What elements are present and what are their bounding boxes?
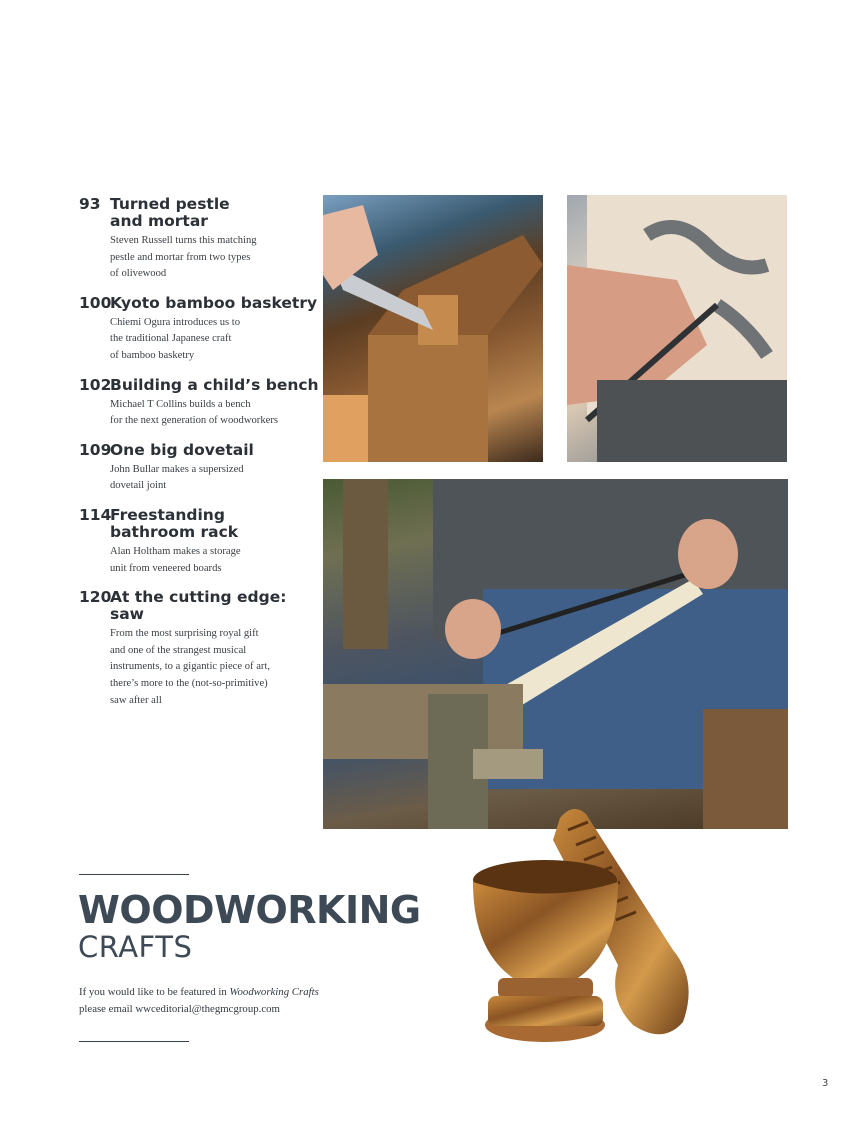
article-title: One big dovetail [110,440,254,459]
spokeshave-illustration [323,479,788,829]
article-description: Steven Russell turns this matching pestle and mortar from two types of olivewood [110,235,257,280]
contact-email[interactable]: please email wwceditorial@thegmcgroup.com [79,1003,280,1015]
contact-note [79,984,379,1018]
article-title: Freestanding bathroom rack [110,505,239,541]
page-ref: 114 [79,505,112,524]
page-ref: 100 [79,293,112,312]
page-ref: 109 [79,440,112,459]
toc-entry-120[interactable] [79,589,319,709]
toc-entry-93[interactable] [79,196,319,283]
brand-logo [78,889,421,963]
toc-entry-109[interactable] [79,442,319,495]
page-ref: 102 [79,375,112,394]
article-description: Chiemi Ogura introduces us to the traditional Japanese craft of bamboo basketry [110,316,241,361]
toc-entry-114[interactable] [79,507,319,577]
table-of-contents [79,196,319,721]
router-lettering-photo [567,195,787,462]
brand-word-woodworking: WOODWORKING [78,888,421,932]
divider-bottom [79,1041,189,1042]
page-ref: 120 [79,588,112,607]
article-description: Alan Holtham makes a storage unit from veneered boards [110,545,241,574]
article-description: Michael T Collins builds a bench for the next generation of woodworkers [110,398,278,427]
article-description: From the most surprising royal gift and one of the strangest musical instruments, to a gigantic piece of art, there’s more to the (not-so-primitive) saw after all [110,628,271,706]
pestle-mortar-image [468,800,768,1050]
page-number: 3 [822,1078,829,1089]
brand-word-crafts: CRAFTS [78,930,193,964]
toc-entry-100[interactable] [79,295,319,365]
chisel-dovetail-photo [323,195,543,462]
article-title: Building a child’s bench [110,375,319,394]
mortar [473,860,618,1042]
article-description: John Bullar makes a supersized dovetail joint [110,463,244,492]
contact-prefix: If you would like to be featured in [79,986,230,998]
magazine-title: Woodworking Crafts [229,986,319,998]
page-ref: 93 [79,195,101,213]
chisel-dovetail-illustration [323,195,543,462]
article-title: Turned pestle and mortar [110,195,230,230]
divider-top [79,874,189,875]
article-title: At the cutting edge: saw [110,588,287,624]
article-title: Kyoto bamboo basketry [110,293,318,312]
router-lettering-illustration [567,195,787,462]
spokeshave-photo [323,479,788,829]
toc-entry-102[interactable] [79,377,319,430]
